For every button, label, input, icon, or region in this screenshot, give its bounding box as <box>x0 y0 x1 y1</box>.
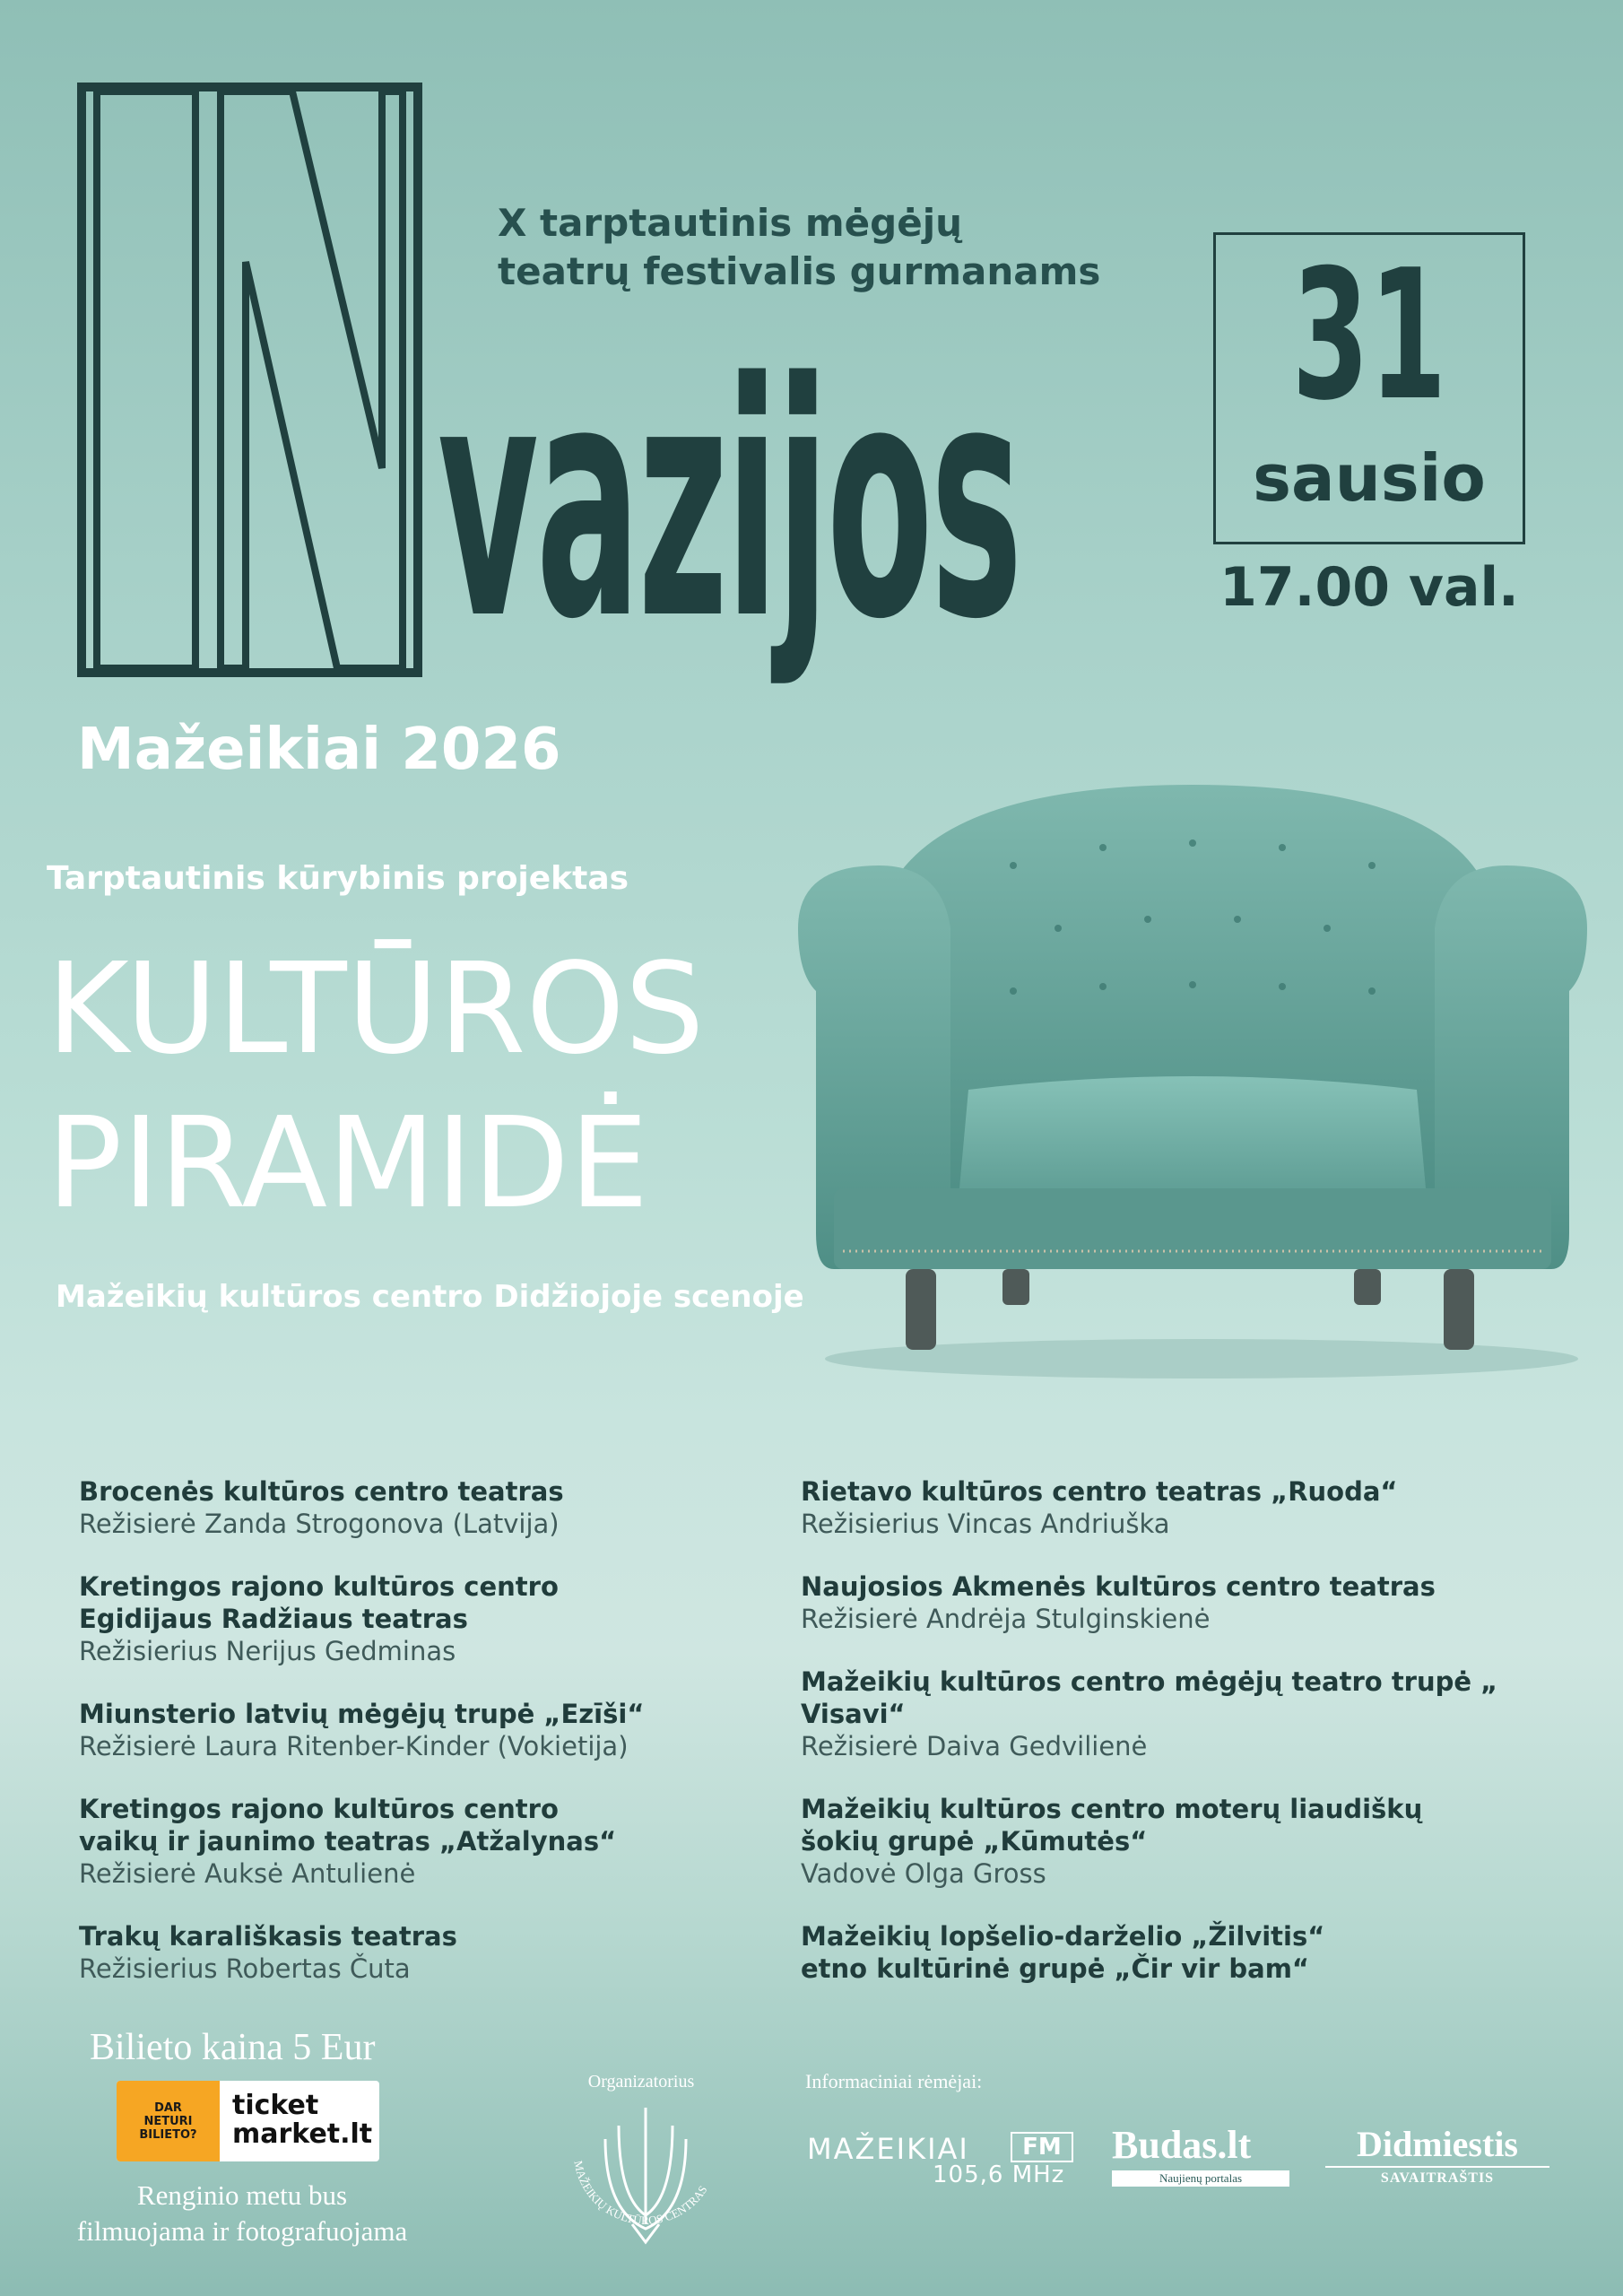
festival-subtitle: X tarptautinis mėgėjų teatrų festivalis gurmanams <box>498 201 1101 293</box>
list-item <box>79 1793 868 1890</box>
participant-director: Režisierius Nerijus Gedminas <box>79 1636 456 1666</box>
festival-title-vazijos: vazijos <box>438 314 1020 690</box>
list-item <box>79 1570 868 1667</box>
organizer-label: Organizatorius <box>587 2072 695 2092</box>
participants-left-column <box>79 1475 868 2015</box>
participant-title: Miunsterio latvių mėgėjų trupė „Ezīši“ <box>79 1699 645 1729</box>
armchair-image <box>780 767 1605 1395</box>
participant-title: Trakų karališkasis teatras <box>79 1921 457 1952</box>
participant-title: Mažeikių kultūros centro moterų liaudiškų šokių grupė „Kūmutės“ <box>801 1794 1423 1857</box>
fm-radio-logo-name: MAŽEIKIAI <box>807 2132 969 2166</box>
participant-director: Režisierius Vincas Andriuška <box>801 1509 1170 1539</box>
date-day: 31 <box>1291 231 1447 440</box>
sponsors-label: Informaciniai rėmėjai: <box>805 2070 983 2092</box>
didmiestis-underline <box>1325 2166 1549 2168</box>
fm-radio-frequency: 105,6 MHz <box>933 2161 1065 2188</box>
participant-director: Režisierė Auksė Antulienė <box>79 1858 416 1889</box>
participant-director: Režisierė Laura Ritenber-Kinder (Vokietija) <box>79 1731 629 1761</box>
list-item <box>79 1920 868 1985</box>
list-item <box>79 1475 868 1540</box>
didmiestis-logo-subtitle: SAVAITRAŠTIS <box>1380 2170 1495 2186</box>
list-item <box>801 1665 1608 1762</box>
svg-text:MAŽEIKIŲ KULTŪROS CENTRAS <box>571 2160 709 2227</box>
list-item <box>801 1793 1608 1890</box>
participant-title: Kretingos rajono kultūros centro Egidijaus Radžiaus teatras <box>79 1571 559 1634</box>
venue-text: Mažeikių kultūros centro Didžiojoje scenoje <box>56 1279 804 1315</box>
list-item <box>801 1920 1608 1985</box>
list-item <box>801 1570 1608 1635</box>
ticket-price: Bilieto kaina 5 Eur <box>90 2027 376 2068</box>
participant-director: Režisierė Zanda Strogonova (Latvija) <box>79 1509 560 1539</box>
ticketmarket-badge-right: ticket market.lt <box>232 2090 373 2150</box>
participant-title: Mažeikių kultūros centro mėgėjų teatro trupė „ Visavi“ <box>801 1666 1498 1729</box>
participant-director: Vadovė Olga Gross <box>801 1858 1046 1889</box>
event-time: 17.00 val. <box>1219 556 1519 619</box>
project-title: KULTŪROS PIRAMIDĖ <box>47 936 705 1237</box>
ticketmarket-badge-left: DAR NETURI BILIETO? <box>117 2081 220 2161</box>
participant-director: Režisierė Andrėja Stulginskienė <box>801 1604 1211 1634</box>
project-label: Tarptautinis kūrybinis projektas <box>47 860 629 897</box>
in-logo-letters <box>77 83 422 677</box>
date-month: sausio <box>1253 440 1486 516</box>
participant-title: Naujosios Akmenės kultūros centro teatras <box>801 1571 1436 1602</box>
participant-director: Režisierius Robertas Čuta <box>79 1953 411 1984</box>
fm-radio-logo-badge: FM <box>1011 2132 1073 2162</box>
participant-title: Kretingos rajono kultūros centro vaikų ir jaunimo teatras „Atžalynas“ <box>79 1794 617 1857</box>
list-item <box>79 1698 868 1762</box>
organizer-logo-text: MAŽEIKIŲ KULTŪROS CENTRAS <box>571 2159 710 2228</box>
participant-title: Rietavo kultūros centro teatras „Ruoda“ <box>801 1476 1398 1507</box>
recording-note: Renginio metu bus filmuojama ir fotografuojama <box>76 2179 408 2247</box>
ticketmarket-logo[interactable] <box>117 2081 379 2161</box>
participant-director: Režisierė Daiva Gedvilienė <box>801 1731 1148 1761</box>
didmiestis-logo: Didmiestis <box>1357 2124 1518 2164</box>
budas-logo: Budas.lt <box>1112 2123 1252 2167</box>
participant-title: Brocenės kultūros centro teatras <box>79 1476 564 1507</box>
organizer-logo <box>556 2099 735 2269</box>
city-year: Mažeikiai 2026 <box>77 717 561 783</box>
budas-logo-subtitle: Naujienų portalas <box>1112 2170 1289 2187</box>
participants-right-column <box>801 1475 1608 2015</box>
list-item <box>801 1475 1608 1540</box>
participant-title: Mažeikių lopšelio-darželio „Žilvitis“ etno kultūrinė grupė „Čir vir bam“ <box>801 1921 1325 1984</box>
